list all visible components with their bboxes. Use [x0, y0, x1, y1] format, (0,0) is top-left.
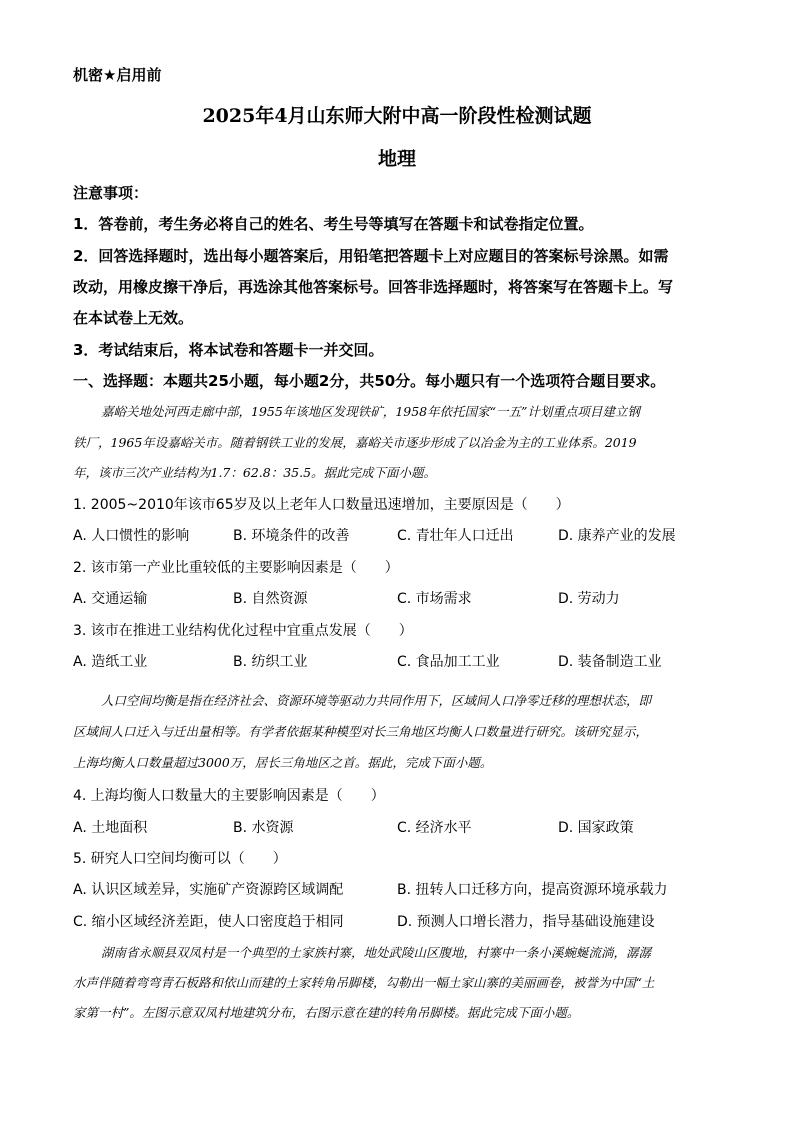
question-4-stem: 4. 上海均衡人口数量大的主要影响因素是（ ）: [73, 788, 385, 804]
section-heading: 一、选择题：本题共25小题，每小题2分，共50分。每小题只有一个选项符合题目要求。: [73, 372, 666, 390]
question-2-option-b[interactable]: B. 自然资源: [233, 591, 308, 607]
question-5-option-a[interactable]: A. 认识区域差异，实施矿产资源跨区域调配: [73, 882, 344, 898]
passage-1-line-2: 铁厂，1965年设嘉峪关市。随着钢铁工业的发展，嘉峪关市逐步形成了以冶金为主的工业体系。2019: [73, 435, 637, 450]
question-5-option-c[interactable]: C. 缩小区域经济差距，使人口密度趋于相同: [73, 914, 344, 930]
question-5-stem: 5. 研究人口空间均衡可以（ ）: [73, 851, 287, 867]
question-5-option-d[interactable]: D. 预测人口增长潜力，指导基础设施建设: [397, 914, 655, 930]
question-1-stem: 1. 2005~2010年该市65岁及以上老年人口数量迅速增加，主要原因是（ ）: [73, 497, 570, 513]
passage-3-line-1: 湖南省永顺县双凤村是一个典型的土家族村寨，地处武陵山区腹地，村寨中一条小溪蜿蜒流淌，潺潺: [101, 945, 652, 960]
question-2-stem: 2. 该市第一产业比重较低的主要影响因素是（ ）: [73, 560, 399, 576]
question-3-option-c[interactable]: C. 食品加工工业: [397, 654, 500, 670]
question-1-option-b[interactable]: B. 环境条件的改善: [233, 528, 350, 544]
passage-2-line-3: 上海均衡人口数量超过3000万，居长三角地区之首。据此，完成下面小题。: [73, 755, 493, 770]
note-3: 3．考试结束后，将本试卷和答题卡一并交回。: [73, 341, 384, 359]
question-2-option-d[interactable]: D. 劳动力: [558, 591, 620, 607]
passage-2-line-2: 区域间人口迁入与迁出量相等。有学者依据某种模型对长三角地区均衡人口数量进行研究。该研究显示，: [73, 724, 649, 739]
passage-3-line-2: 水声伴随着弯弯青石板路和依山而建的土家转角吊脚楼，勾勒出一幅土家山寨的美丽画卷，被誉为中国“土: [73, 975, 655, 990]
passage-1-line-1: 嘉峪关地处河西走廊中部，1955年该地区发现铁矿，1958年依托国家“一五”计划重点项目建立钢: [101, 404, 640, 419]
question-3-option-b[interactable]: B. 纺织工业: [233, 654, 308, 670]
question-4-option-c[interactable]: C. 经济水平: [397, 820, 472, 836]
passage-3-line-3: 家第一村”。左图示意双凤村地建筑分布，右图示意在建的转角吊脚楼。据此完成下面小题。: [73, 1005, 580, 1020]
question-2-option-a[interactable]: A. 交通运输: [73, 591, 148, 607]
question-1-option-c[interactable]: C. 青壮年人口迁出: [397, 528, 514, 544]
subject-title: 地理: [377, 148, 416, 170]
notes-heading: 注意事项：: [73, 184, 149, 202]
note-2-line-1: 2．回答选择题时，选出每小题答案后，用铅笔把答题卡上对应题目的答案标号涂黑。如需: [73, 247, 669, 265]
passage-1-line-3: 年，该市三次产业结构为1.7：62.8：35.5。据此完成下面小题。: [73, 465, 437, 480]
exam-title: 2025年4月山东师大附中高一阶段性检测试题: [202, 105, 592, 127]
question-4-option-b[interactable]: B. 水资源: [233, 820, 294, 836]
passage-2-line-1: 人口空间均衡是指在经济社会、资源环境等驱动力共同作用下，区域间人口净零迁移的理想状态，即: [101, 693, 652, 708]
question-4-option-a[interactable]: A. 土地面积: [73, 820, 148, 836]
note-2-line-2: 改动，用橡皮擦干净后，再选涂其他答案标号。回答非选择题时，将答案写在答题卡上。写: [73, 278, 674, 296]
note-1: 1．答卷前，考生务必将自己的姓名、考生号等填写在答题卡和试卷指定位置。: [73, 215, 594, 233]
confidential-label: 机密★启用前: [73, 66, 162, 84]
question-5-option-b[interactable]: B. 扭转人口迁移方向，提高资源环境承载力: [397, 882, 668, 898]
question-1-option-d[interactable]: D. 康养产业的发展: [558, 528, 676, 544]
question-3-stem: 3. 该市在推进工业结构优化过程中宜重点发展（ ）: [73, 623, 413, 639]
question-1-option-a[interactable]: A. 人口惯性的影响: [73, 528, 190, 544]
question-3-option-d[interactable]: D. 装备制造工业: [558, 654, 662, 670]
note-2-line-3: 在本试卷上无效。: [73, 309, 194, 327]
question-3-option-a[interactable]: A. 造纸工业: [73, 654, 148, 670]
question-2-option-c[interactable]: C. 市场需求: [397, 591, 472, 607]
question-4-option-d[interactable]: D. 国家政策: [558, 820, 634, 836]
